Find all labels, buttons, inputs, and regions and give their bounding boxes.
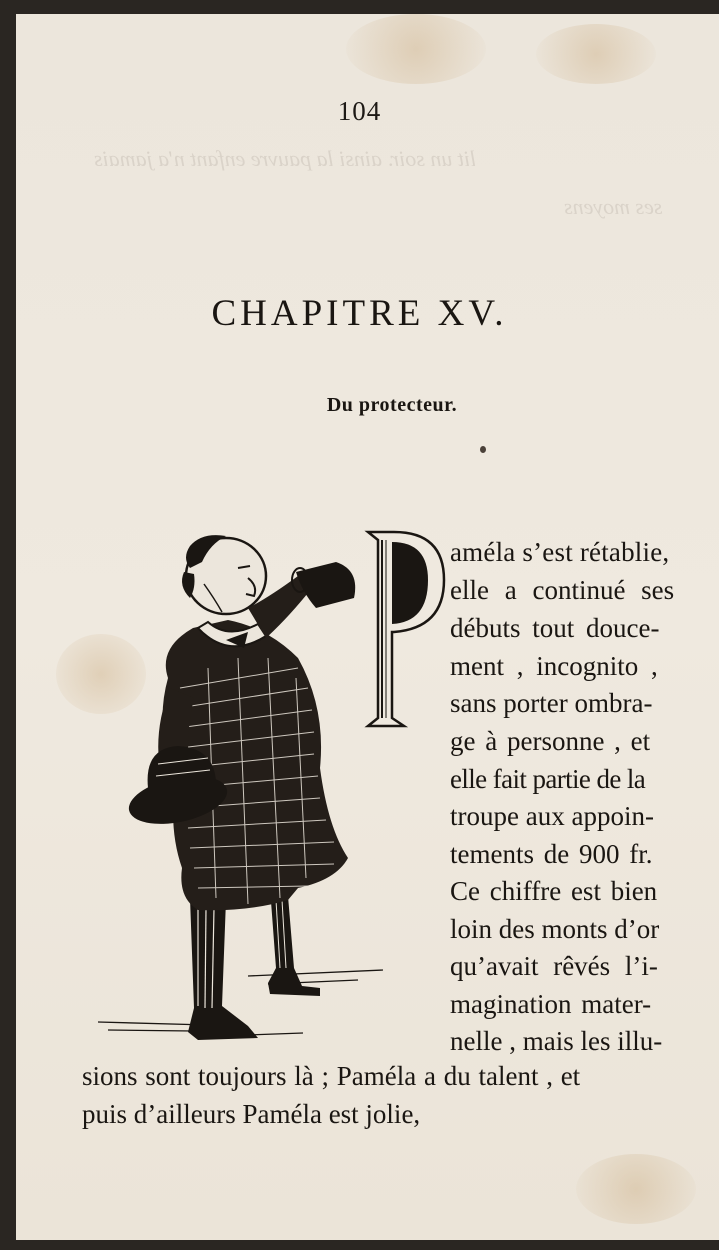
text-line: sans porter ombra-	[450, 688, 653, 718]
text-line: améla s’est rétablie,	[450, 537, 670, 567]
text-line: puis d’ailleurs Paméla est jolie,	[82, 1099, 421, 1129]
bleed-through-text: ses moyens	[564, 194, 663, 219]
chapter-subtitle: Du protecteur.	[326, 394, 458, 416]
bleed-through-text: lit un soir. ainsi la pauvre enfant n'a jamais	[94, 146, 477, 171]
text-line: elle a continué ses	[450, 575, 675, 605]
illustration-figure	[98, 528, 388, 1056]
drop-cap-letter: P	[364, 528, 365, 529]
text-line: débuts tout douce-	[450, 613, 660, 643]
foxing-stain	[536, 24, 656, 84]
text-line: loin des monts d’or	[450, 914, 660, 944]
text-line: troupe aux appoin-	[450, 801, 654, 831]
text-line: magination mater-	[450, 989, 652, 1019]
page-number: 104	[337, 96, 382, 126]
text-line: nelle , mais les illu-	[450, 1026, 663, 1056]
chapter-title: CHAPITRE XV.	[211, 293, 508, 334]
text-line: Ce chiffre est bien	[450, 876, 658, 906]
text-line: sions sont toujours là ; Paméla a du talent , et	[82, 1061, 581, 1091]
text-line: ge à personne , et	[450, 726, 651, 756]
text-line: ment , incognito ,	[450, 651, 658, 681]
drop-cap	[364, 528, 448, 732]
ornament-dot	[480, 446, 486, 453]
text-line: tements de 900 fr.	[450, 839, 653, 869]
foxing-stain	[346, 14, 486, 84]
foxing-stain	[576, 1154, 696, 1224]
text-line: elle fait partie de la	[450, 764, 646, 794]
text-line: qu’avait rêvés l’i-	[450, 951, 658, 981]
